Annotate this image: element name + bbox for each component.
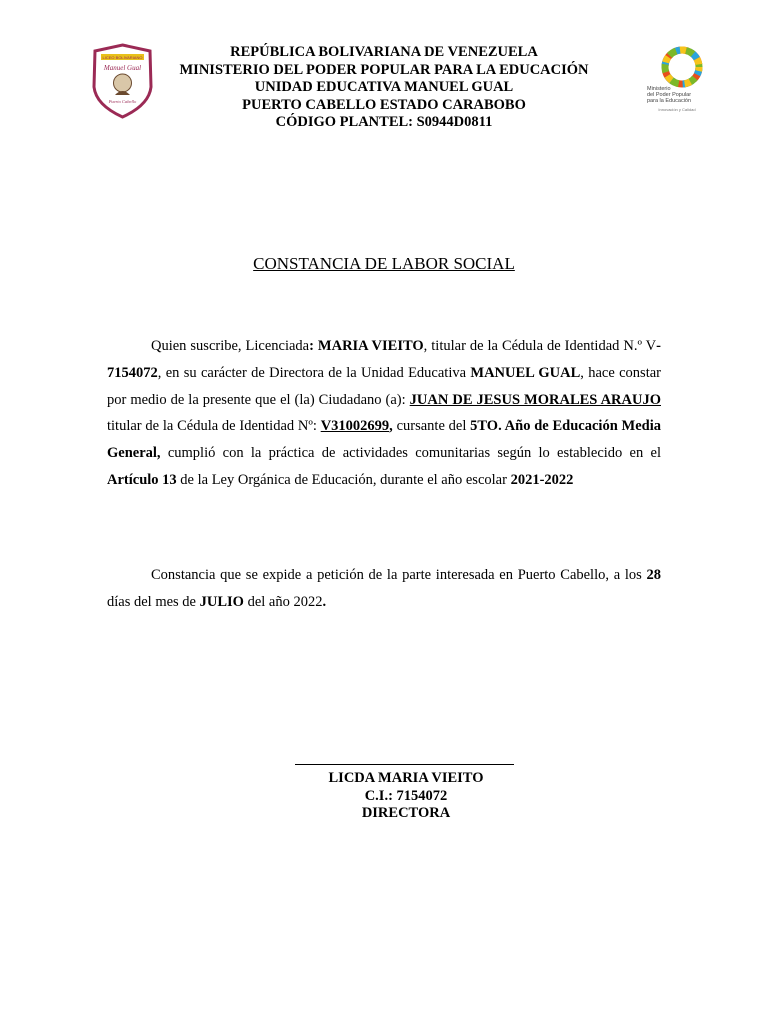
crest-location-text: Puerto Cabello bbox=[108, 99, 137, 104]
p2-day: 28 bbox=[646, 567, 661, 583]
header-line-4: PUERTO CABELLO ESTADO CARABOBO bbox=[242, 96, 526, 113]
p1-text: titular de la Cédula de Identidad Nº: bbox=[107, 418, 321, 435]
p1-text: , en su carácter de Directora de la Unidad Educativa bbox=[157, 364, 471, 381]
ministry-logo-icon bbox=[632, 42, 718, 114]
body-paragraph-2 bbox=[107, 562, 661, 616]
ministry-text-3: para la Educación bbox=[647, 98, 692, 104]
p1-director-ci: -7154072 bbox=[107, 338, 661, 381]
ministry-text-2: del Poder Popular bbox=[647, 92, 692, 98]
p1-grade: 5TO. Año de Educación Media General, bbox=[107, 418, 661, 462]
p2-text: Constancia que se expide a petición de la parte interesada en Puerto Cabello, a los bbox=[151, 567, 647, 583]
p1-text: , titular de la Cédula de Identidad N.º V bbox=[423, 338, 657, 354]
p1-director-name: : MARIA VIEITO bbox=[309, 338, 424, 354]
ministry-text-1: Ministerio bbox=[647, 86, 671, 92]
signature-line bbox=[295, 764, 514, 765]
ministry-tagline: Innovación y Calidad bbox=[658, 107, 696, 112]
p1-student-ci: V31002699 bbox=[320, 418, 390, 435]
letterhead bbox=[160, 44, 608, 132]
signature-block bbox=[296, 770, 516, 823]
body-paragraph-1 bbox=[107, 333, 661, 494]
signature-role: DIRECTORA bbox=[361, 805, 451, 822]
p1-text: Quien suscribe, Licenciada bbox=[151, 338, 310, 354]
p1-text: de la Ley Orgánica de Educación, durante el año escolar bbox=[176, 471, 511, 488]
p1-school-year: 2021-2022 bbox=[510, 471, 574, 488]
header-line-3: UNIDAD EDUCATIVA MANUEL GUAL bbox=[254, 79, 514, 96]
crest-banner-text: LICEO BOLIVARIANO bbox=[102, 55, 143, 60]
p1-school-name: MANUEL GUAL bbox=[470, 364, 581, 381]
p1-article: Artículo 13 bbox=[107, 471, 177, 488]
header-line-1: REPÚBLICA BOLIVARIANA DE VENEZUELA bbox=[230, 44, 538, 60]
p2-month: JULIO bbox=[199, 593, 244, 610]
p1-comma: , bbox=[389, 418, 393, 435]
p1-text: cursante del bbox=[392, 418, 471, 435]
p1-student-name: JUAN DE JESUS MORALES ARAUJO bbox=[409, 391, 661, 408]
p2-text: días del mes de bbox=[107, 593, 200, 610]
header-line-5: CÓDIGO PLANTEL: S0944D0811 bbox=[275, 114, 493, 131]
p1-text: cumplió con la práctica de actividades comunitarias según lo establecido en el bbox=[160, 445, 661, 462]
p2-text: del año 2022 bbox=[243, 593, 323, 610]
document-title: CONSTANCIA DE LABOR SOCIAL bbox=[253, 254, 515, 273]
p1-text: , hace constar por medio de la presente que el (la) Ciudadano (a): bbox=[107, 364, 661, 408]
school-crest-icon bbox=[91, 43, 154, 119]
signature-name: LICDA MARIA VIEITO bbox=[328, 770, 484, 786]
header-line-2: MINISTERIO DEL PODER POPULAR PARA LA EDUCACIÓN bbox=[179, 61, 589, 78]
crest-name-text: Manuel Gual bbox=[103, 64, 142, 72]
signature-ci: C.I.: 7154072 bbox=[364, 787, 448, 804]
p2-period: . bbox=[322, 593, 327, 610]
